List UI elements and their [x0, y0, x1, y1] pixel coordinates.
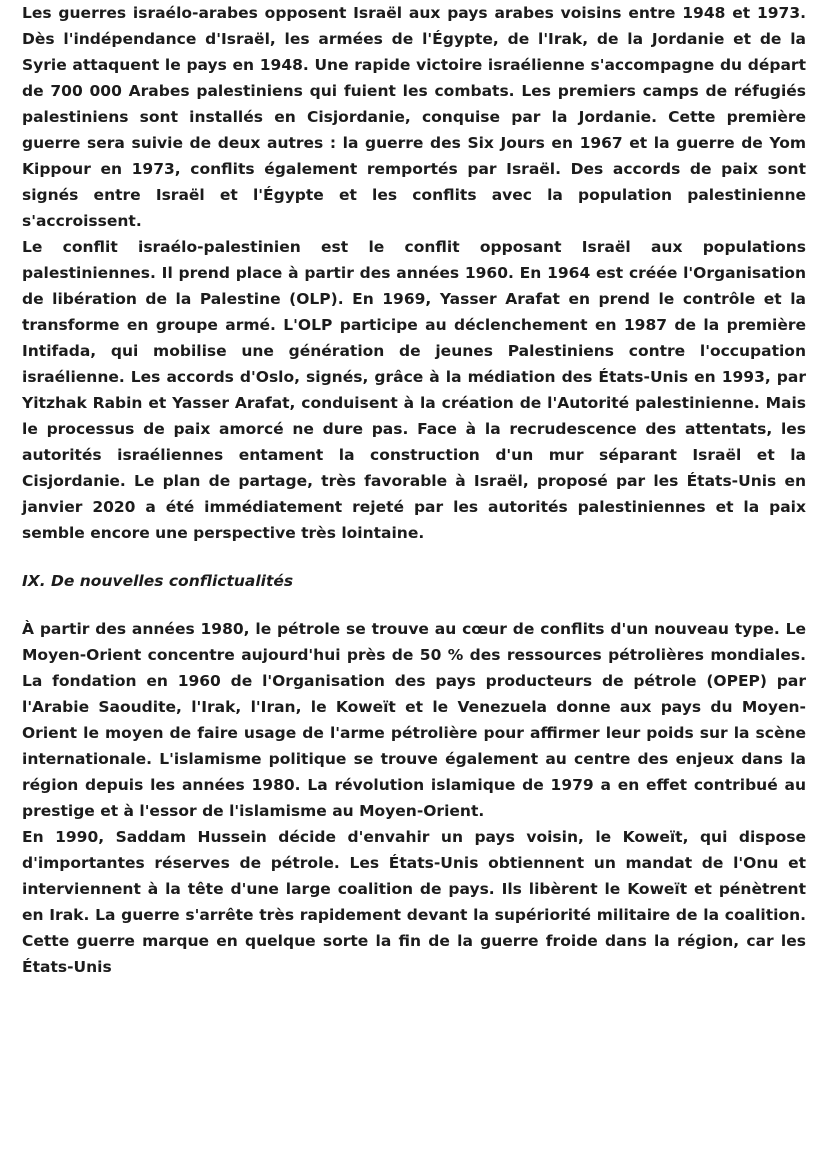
paragraph-oil-conflicts: À partir des années 1980, le pétrole se trouve au cœur de conflits d'un nouveau type. Le Moyen-Orient concentre aujourd'hui près de 50 % des ressources pétrolières mondiales. La fondation en 1960 de l'Organisation des pays producteurs de pétrole (OPEP) par l'Arabie Saoudite, l'Irak, l'Iran, le Koweït et le Venezuela donne aux pays du Moyen-Orient le moyen de faire usage de l'arme pétrolière pour affirmer leur poids sur la scène internationale. L'islamisme politique se trouve également au centre des enjeux dans la région depuis les années 1980. La révolution islamique de 1979 a en effet contribué au prestige et à l'essor de l'islamisme au Moyen-Orient. [22, 620, 806, 820]
document-page [22, 0, 806, 980]
paragraph-israeli-palestinian-conflict: Le conflit israélo-palestinien est le conflit opposant Israël aux populations palestiniennes. Il prend place à partir des années 1960. En 1964 est créée l'Organisation de libération de la Palestine (OLP). En 1969, Yasser Arafat en prend le contrôle et la transforme en groupe armé. L'OLP participe au déclenchement en 1987 de la première Intifada, qui mobilise une génération de jeunes Palestiniens contre l'occupation israélienne. Les accords d'Oslo, signés, grâce à la médiation des États-Unis en 1993, par Yitzhak Rabin et Yasser Arafat, conduisent à la création de l'Autorité palestinienne. Mais le processus de paix amorcé ne dure pas. Face à la recrudescence des attentats, les autorités israéliennes entament la construction d'un mur séparant Israël et la Cisjordanie. Le plan de partage, très favorable à Israël, proposé par les États-Unis en janvier 2020 a été immédiatement rejeté par les autorités palestiniennes et la paix semble encore une perspective très lointaine. [22, 238, 806, 542]
spacer [22, 594, 806, 616]
paragraph-gulf-war: En 1990, Saddam Hussein décide d'envahir un pays voisin, le Koweït, qui dispose d'importantes réserves de pétrole. Les États-Unis obtiennent un mandat de l'Onu et interviennent à la tête d'une large coalition de pays. Ils libèrent le Koweït et pénètrent en Irak. La guerre s'arrête très rapidement devant la supériorité militaire de la coalition. Cette guerre marque en quelque sorte la fin de la guerre froide dans la région, car les États-Unis [22, 828, 806, 976]
paragraph-israeli-arab-wars: Les guerres israélo-arabes opposent Israël aux pays arabes voisins entre 1948 et 1973. Dès l'indépendance d'Israël, les armées de l'Égypte, de l'Irak, de la Jordanie et de la Syrie attaquent le pays en 1948. Une rapide victoire israélienne s'accompagne du départ de 700 000 Arabes palestiniens qui fuient les combats. Les premiers camps de réfugiés palestiniens sont installés en Cisjordanie, conquise par la Jordanie. Cette première guerre sera suivie de deux autres : la guerre des Six Jours en 1967 et la guerre de Yom Kippour en 1973, conflits également remportés par Israël. Des accords de paix sont signés entre Israël et l'Égypte et les conflits avec la population palestinienne s'accroissent. [22, 4, 806, 230]
section-heading: IX. De nouvelles conflictualités [22, 572, 294, 590]
